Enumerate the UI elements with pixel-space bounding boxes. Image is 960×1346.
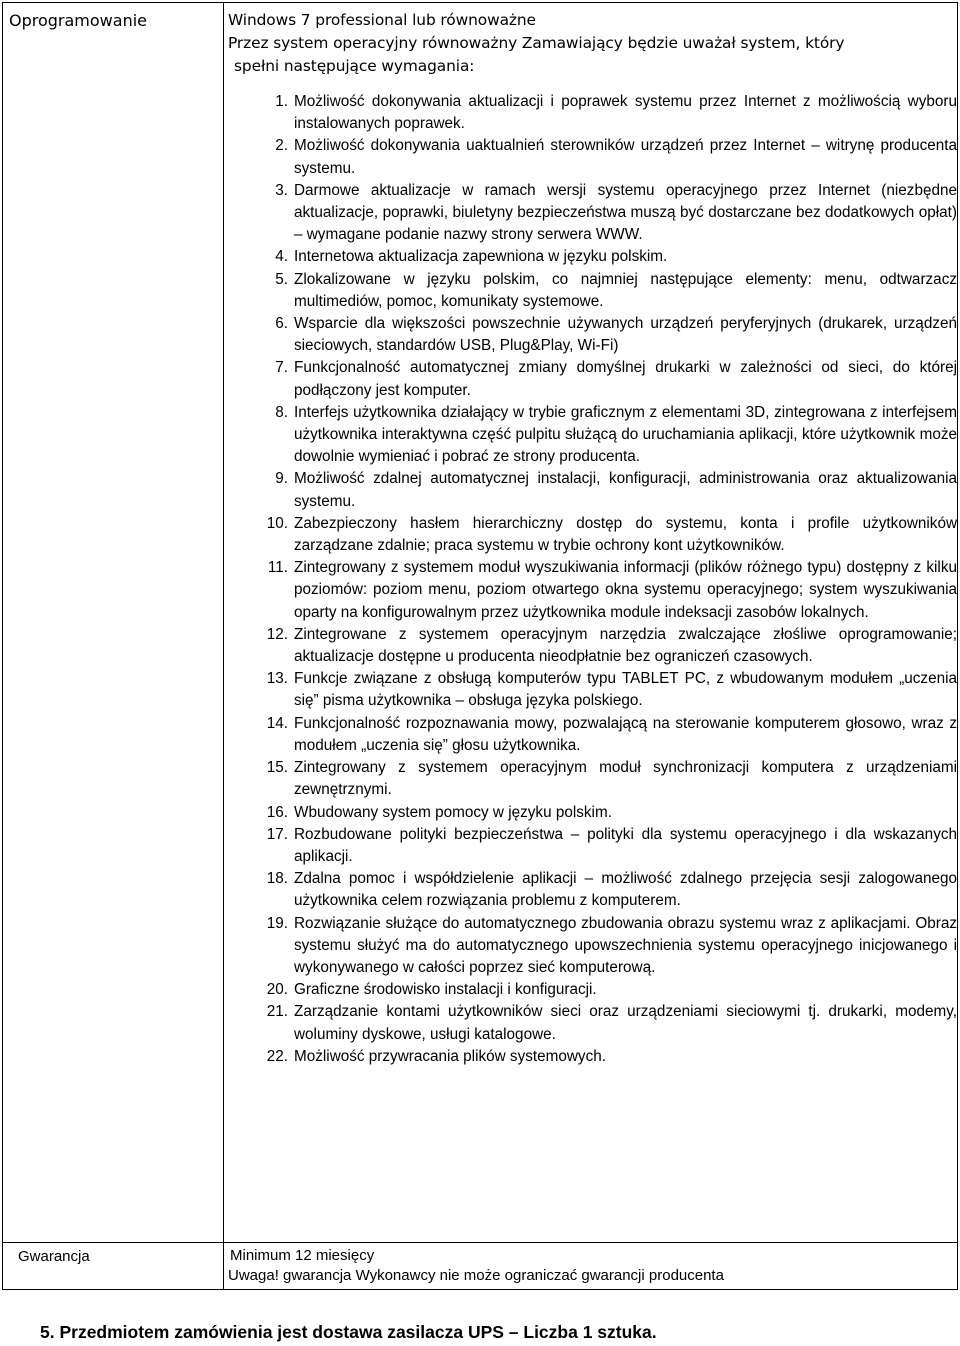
- requirement-text: Wbudowany system pomocy w języku polskim.: [294, 803, 612, 821]
- specification-table: [2, 2, 958, 1290]
- requirement-number: 18.: [266, 870, 288, 888]
- requirement-text: Funkcjonalność automatycznej zmiany domyślnej drukarki w zależności od sieci, do której podłączony jest komputer.: [294, 359, 957, 399]
- requirement-number: 14.: [266, 714, 288, 732]
- requirement-number: 9.: [275, 470, 288, 488]
- requirement-item: [254, 269, 957, 313]
- requirement-item: [254, 713, 957, 757]
- software-row: [3, 3, 958, 1243]
- requirement-number: 5.: [275, 270, 288, 288]
- warranty-note: Uwaga! gwarancja Wykonawcy nie może ograniczać gwarancji producenta: [228, 1267, 724, 1284]
- requirement-item: [254, 557, 957, 624]
- requirement-text: Zintegrowany z systemem operacyjnym moduł synchronizacji komputera z urządzeniami zewnętrznymi.: [294, 759, 957, 799]
- requirement-text: Zlokalizowane w języku polskim, co najmniej następujące elementy: menu, odtwarzacz multimediów, pomoc, komunikaty systemowe.: [294, 270, 957, 310]
- requirement-number: 3.: [275, 181, 288, 199]
- requirement-number: 13.: [266, 670, 288, 688]
- requirement-number: 8.: [275, 403, 288, 421]
- requirement-number: 4.: [275, 248, 288, 266]
- requirement-item: [254, 979, 957, 1001]
- warranty-row: [3, 1243, 958, 1290]
- requirement-text: Zarządzanie kontami użytkowników sieci oraz urządzeniami sieciowymi tj. drukarki, modemy, woluminy dyskowe, usługi katalogowe.: [294, 1003, 957, 1043]
- software-label: Oprogramowanie: [9, 11, 147, 30]
- software-intro-line-1: Windows 7 professional lub równoważne: [228, 11, 536, 29]
- requirement-text: Możliwość dokonywania uaktualnień sterowników urządzeń przez Internet – witrynę producenta systemu.: [294, 137, 957, 177]
- requirement-text: Darmowe aktualizacje w ramach wersji systemu operacyjnego przez Internet (niezbędne aktualizacje, poprawki, biuletyny bezpieczeństwa muszą być dostarczane bez dodatkowych opłat) – wymagane podanie nazwy strony serwera WWW.: [294, 181, 957, 244]
- software-intro: [224, 3, 957, 78]
- requirement-text: Rozbudowane polityki bezpieczeństwa – polityki dla systemu operacyjnego i dla wskazanych aplikacji.: [294, 825, 957, 865]
- requirement-item: [254, 313, 957, 357]
- requirement-text: Rozwiązanie służące do automatycznego zbudowania obrazu systemu wraz z aplikacjami. Obraz systemu służyć ma do automatycznego upowszechnienia systemu operacyjnego inicjowanego i wykonywanego w całości poprzez sieć komputerową.: [294, 914, 957, 976]
- requirement-item: [254, 868, 957, 912]
- warranty-minimum: Minimum 12 miesięcy: [230, 1247, 375, 1264]
- warranty-label-cell: [3, 1243, 224, 1290]
- requirement-number: 12.: [266, 625, 288, 643]
- warranty-body: [224, 1243, 957, 1289]
- requirement-text: Zintegrowany z systemem moduł wyszukiwania informacji (plików różnego typu) dostępny z kilku poziomów: poziom menu, poziom otwartego okna systemu operacyjnego; system wyszukiwania oparty na konfigurowalnym przez użytkownika module indeksacji zasobów lokalnych.: [294, 559, 957, 621]
- requirement-text: Interfejs użytkownika działający w trybie graficznym z elementami 3D, zintegrowana z interfejsem użytkownika interaktywna część pulpitu służącą do uruchamiania aplikacji, które użytkownik może dowolnie wymieniać i pobrać ze strony producenta.: [294, 403, 957, 466]
- footer-statement: 5. Przedmiotem zamówienia jest dostawa zasilacza UPS – Liczba 1 sztuka.: [40, 1322, 657, 1342]
- requirement-number: 7.: [275, 359, 288, 377]
- requirement-text: Internetowa aktualizacja zapewniona w języku polskim.: [294, 248, 668, 266]
- warranty-label: Gwarancja: [18, 1248, 90, 1265]
- requirement-text: Zabezpieczony hasłem hierarchiczny dostęp do systemu, konta i profile użytkowników zarządzane zdalnie; praca systemu w trybie ochrony kont użytkowników.: [294, 514, 957, 555]
- requirement-number: 6.: [275, 315, 288, 333]
- requirement-item: [254, 402, 957, 469]
- requirement-number: 22.: [266, 1047, 288, 1065]
- requirement-text: Funkcjonalność rozpoznawania mowy, pozwalającą na sterowanie komputerem głosowo, wraz z modułem „uczenia się” głosu użytkownika.: [294, 714, 957, 754]
- requirement-text: Zdalna pomoc i współdzielenie aplikacji – możliwość zdalnego przejęcia sesji zalogowanego użytkownika celem rozwiązania problemu z komputerem.: [294, 870, 957, 910]
- requirement-number: 2.: [275, 137, 288, 155]
- requirement-text: Zintegrowane z systemem operacyjnym narzędzia zwalczające złośliwe oprogramowanie; aktualizacje dostępne u producenta nieodpłatnie bez ograniczeń czasowych.: [294, 625, 957, 666]
- requirement-number: 11.: [267, 559, 288, 577]
- requirement-text: Funkcje związane z obsługą komputerów typu TABLET PC, z wbudowanym modułem „uczenia się” pisma użytkownika – obsługa języka polskiego.: [294, 670, 957, 710]
- requirement-number: 20.: [266, 981, 288, 999]
- requirement-item: [254, 1046, 957, 1068]
- requirement-number: 16.: [266, 803, 288, 821]
- requirement-text: Wsparcie dla większości powszechnie używanych urządzeń peryferyjnych (drukarek, urządzeń sieciowych, standardów USB, Plug&Play, Wi-Fi): [294, 315, 957, 355]
- requirements-list: [224, 91, 957, 1068]
- requirement-item: [254, 357, 957, 401]
- requirement-item: [254, 91, 957, 135]
- requirement-number: 17.: [266, 825, 288, 843]
- requirement-item: [254, 180, 957, 247]
- requirement-item: [254, 246, 957, 268]
- software-content-cell: [224, 3, 958, 1243]
- requirement-text: Możliwość zdalnej automatycznej instalacji, konfiguracji, administrowania oraz aktualizowania systemu.: [294, 470, 957, 510]
- warranty-content-cell: [224, 1243, 958, 1290]
- requirement-text: Możliwość przywracania plików systemowych.: [294, 1047, 606, 1065]
- requirement-text: Możliwość dokonywania aktualizacji i poprawek systemu przez Internet z możliwością wyboru instalowanych poprawek.: [294, 93, 957, 133]
- requirement-number: 15.: [266, 759, 288, 777]
- requirement-item: [254, 824, 957, 868]
- requirement-text: Graficzne środowisko instalacji i konfiguracji.: [294, 981, 597, 999]
- requirement-item: [254, 913, 957, 980]
- requirement-item: [254, 624, 957, 668]
- software-intro-line-3: spełni następujące wymagania:: [234, 57, 475, 75]
- software-label-cell: [3, 3, 224, 1243]
- requirement-number: 19.: [266, 914, 288, 932]
- requirement-item: [254, 802, 957, 824]
- requirement-item: [254, 468, 957, 512]
- requirement-item: [254, 513, 957, 557]
- requirement-item: [254, 757, 957, 801]
- requirement-number: 21.: [266, 1003, 288, 1021]
- requirement-item: [254, 668, 957, 712]
- requirement-number: 10.: [266, 514, 288, 532]
- software-intro-line-2: Przez system operacyjny równoważny Zamawiający będzie uważał system, który: [228, 34, 845, 52]
- requirement-number: 1.: [275, 93, 288, 110]
- requirement-item: [254, 1001, 957, 1045]
- requirement-item: [254, 135, 957, 179]
